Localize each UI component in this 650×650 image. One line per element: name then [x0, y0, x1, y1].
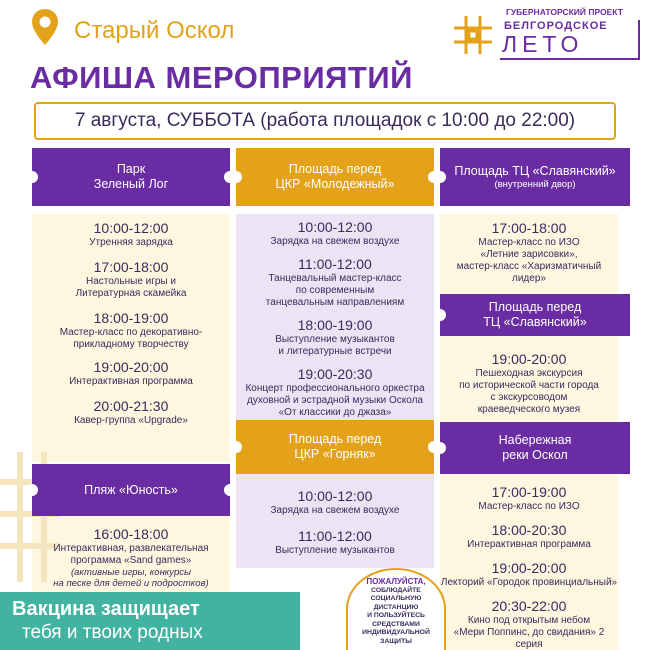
- vaccine-banner-line1: Вакцина защищает: [12, 598, 200, 620]
- venue-slavyansky-yard: Площадь ТЦ «Славянский» (внутренний двор): [440, 148, 630, 206]
- logo-mid-text: БЕЛГОРОДСКОЕ: [504, 20, 608, 32]
- page-title: АФИША МЕРОПРИЯТИЙ: [30, 60, 413, 95]
- venue-gornyak: Площадь перед ЦКР «Горняк»: [236, 420, 434, 474]
- venue-yunost: Пляж «Юность»: [32, 464, 230, 516]
- molodezhny-event-1: 10:00-12:00 Зарядка на свежем воздухе: [270, 219, 400, 247]
- gornyak-event-2: 11:00-12:00 Выступление музыкантов: [275, 528, 395, 556]
- location-pin-icon: [30, 8, 60, 46]
- logo-top-text: ГУБЕРНАТОРСКИЙ ПРОЕКТ: [506, 7, 623, 17]
- park-event-3: 18:00-19:00 Мастер-класс по декоративно- прикладному творчеству: [59, 310, 203, 350]
- molodezhny-event-2: 11:00-12:00 Танцевальный мастер-класс по современным танцевальным направлениям: [265, 256, 405, 308]
- slavyansky-yard-event-1: 17:00-18:00 Мастер-класс по ИЗО «Летние зарисовки», мастер-класс «Харизматичный лидер»: [456, 220, 602, 284]
- slavyansky-event-1: 19:00-20:00 Пешеходная экскурсия по исторической части города с экскурсоводом краеведческого музея: [459, 351, 599, 415]
- venue-park: Парк Зеленый Лог: [32, 148, 230, 206]
- yunost-event-1: 16:00-18:00 Интерактивная, развлекательная программа «Sand games» (активные игры, конкурсы на песке для детей и подростков): [53, 526, 209, 589]
- ornament-logo-icon: [452, 14, 494, 56]
- gornyak-event-1: 10:00-12:00 Зарядка на свежем воздухе: [270, 488, 400, 516]
- venue-naberezhnaya: Набережная реки Оскол: [440, 422, 630, 474]
- vaccine-banner-line2: тебя и твоих родных: [22, 622, 203, 643]
- naberezhnaya-event-2: 18:00-20:30 Интерактивная программа: [467, 522, 591, 550]
- molodezhny-event-3: 18:00-19:00 Выступление музыкантов и литературные встречи: [275, 317, 395, 357]
- date-bar: 7 августа, СУББОТА (работа площадок с 10:00 до 22:00): [34, 102, 616, 140]
- park-event-5: 20:00-21:30 Кавер-группа «Upgrade»: [74, 398, 188, 426]
- safety-sticker-text: ПОЖАЛУЙСТА, СОБЛЮДАЙТЕ СОЦИАЛЬНУЮ ДИСТАНЦИЮ И ПОЛЬЗУЙТЕСЬ СРЕДСТВАМИ ИНДИВИДУАЛЬНОЙ ЗАЩИТЫ: [362, 577, 430, 645]
- park-event-1: 10:00-12:00 Утренняя зарядка: [89, 220, 173, 248]
- park-event-4: 19:00-20:00 Интерактивная программа: [69, 359, 193, 387]
- naberezhnaya-event-1: 17:00-19:00 Мастер-класс по ИЗО: [478, 484, 580, 512]
- city-name: Старый Оскол: [74, 17, 235, 44]
- naberezhnaya-event-3: 19:00-20:00 Лекторий «Городок провинциальный»: [440, 560, 618, 588]
- venue-molodezhny: Площадь перед ЦКР «Молодежный»: [236, 148, 434, 206]
- molodezhny-event-4: 19:00-20:30 Концерт профессионального оркестра духовной и эстрадной музыки Оскола «От классики до джаза»: [245, 366, 425, 418]
- park-event-2: 17:00-18:00 Настольные игры и Литературная скамейка: [75, 259, 187, 299]
- logo-big-text: ЛЕТО: [502, 31, 584, 57]
- venue-slavyansky: Площадь перед ТЦ «Славянский»: [440, 294, 630, 336]
- naberezhnaya-event-4: 20:30-22:00 Кино под открытым небом «Мери Поппинс, до свидания» 2 серия: [453, 598, 605, 650]
